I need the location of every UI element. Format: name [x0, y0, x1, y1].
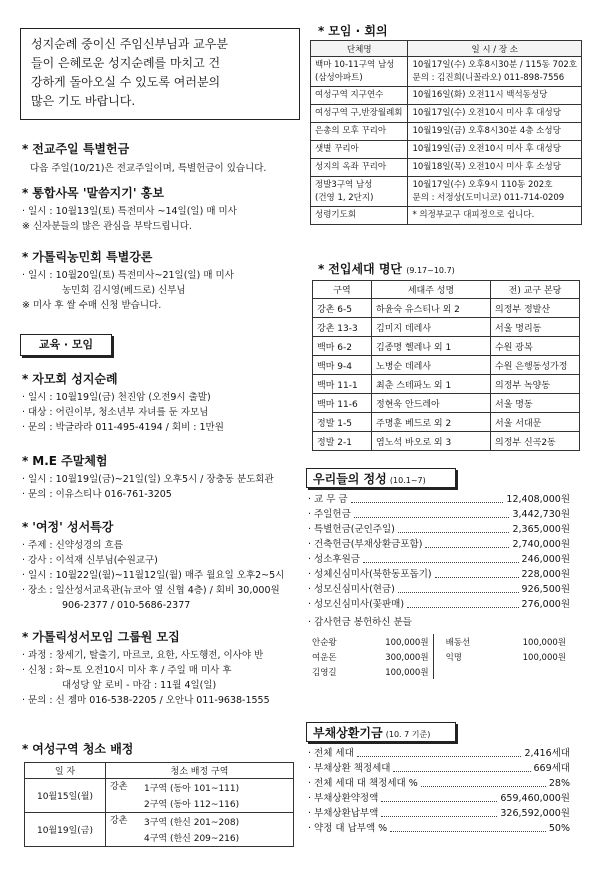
item-label: · 성체신심미사(북한동포돕기)	[308, 569, 432, 580]
dotted-leader	[435, 577, 519, 578]
section-subtitle: (10.1~7)	[389, 476, 426, 485]
item-value: 669세대	[533, 763, 570, 774]
table-cell: * 의정부교구 대피정으로 쉽니다.	[408, 207, 582, 225]
info-line: 대성당 앞 로비 - 마감 : 11월 4일(일)	[62, 680, 217, 691]
table-cell: 여성구역 지구연수	[311, 87, 408, 105]
info-line: · 문의 : 박글라라 011-495-4194 / 회비 : 1만원	[22, 422, 224, 433]
table-row	[313, 394, 580, 413]
item-value: 12,408,000원	[506, 494, 570, 505]
table-cell: 4구역 (한신 209~216)	[140, 830, 294, 847]
table-cell: 은총의 모후 꾸리아	[311, 123, 408, 141]
table-row	[313, 337, 580, 356]
table-header: 청소 배정 구역	[106, 763, 294, 779]
item-label: · 부채상환납부액	[308, 808, 379, 819]
table-row	[311, 57, 582, 87]
donor-amount: 100,000원	[522, 652, 566, 663]
bullet-icon: *	[22, 520, 29, 534]
table-cell: 김미지 데레사	[372, 318, 491, 337]
list-item	[308, 597, 570, 612]
section-title: 부채상환기금	[313, 726, 383, 740]
table-row	[313, 299, 580, 318]
section-subtitle: (9.17~10.7)	[406, 266, 455, 275]
dotted-leader	[393, 771, 530, 772]
table-row	[311, 123, 582, 141]
dotted-leader	[381, 816, 497, 817]
dotted-leader	[390, 831, 546, 832]
section-title: 자모회 성지순례	[32, 372, 118, 386]
bullet-icon: *	[22, 142, 29, 156]
list-item	[308, 761, 570, 776]
list-item	[308, 791, 570, 806]
bullet-icon: *	[22, 742, 29, 756]
list-item	[308, 507, 570, 522]
item-label: · 부채상환약정액	[308, 793, 379, 804]
offerings-list	[308, 492, 570, 612]
table-cell: 정발3구역 남성 (건영 1, 2단지)	[311, 177, 408, 207]
bible-group-section	[22, 628, 312, 708]
table-cell: 10월19일(금)	[25, 813, 106, 847]
info-line: · 일시 : 10월19일(금)~21일(일) 오후5시 / 장충동 분도회관	[22, 474, 274, 485]
dotted-leader	[398, 592, 519, 593]
list-item	[308, 806, 570, 821]
table-cell: 성지의 옥좌 꾸리아	[311, 159, 408, 177]
notice-line: 강하게 돌아오실 수 있도록 여러분의	[31, 75, 221, 89]
item-value: 228,000원	[521, 569, 570, 580]
table-cell: 서울 명리동	[491, 318, 580, 337]
item-value: 2,740,000원	[512, 539, 570, 550]
table-cell: 서울 명동	[491, 394, 580, 413]
table-row	[313, 356, 580, 375]
meetings-table	[310, 40, 582, 225]
table-row	[311, 207, 582, 225]
info-line: · 일시 : 10월19일(금) 천진암 (오전9시 출발)	[22, 392, 211, 403]
section-title: M.E 주말체험	[32, 454, 108, 468]
bullet-icon: *	[318, 24, 325, 38]
table-cell: 노병순 데레사	[372, 356, 491, 375]
table-cell: 수원 광복	[491, 337, 580, 356]
info-line: · 장소 : 일산성서교육관(뉴코아 옆 신협 4층) / 회비 30,000원	[22, 585, 280, 596]
debt-list	[308, 746, 570, 836]
table-header: 일 시 / 장 소	[408, 41, 582, 57]
donor-amount: 100,000원	[356, 634, 433, 649]
table-cell: 강촌 13-3	[313, 318, 372, 337]
table-cell: 10월16일(화) 오전11시 백석동성당	[408, 87, 582, 105]
info-line: · 일시 : 10월22일(월)~11월12일(월) 매주 월요일 오후2~5시	[22, 570, 285, 581]
item-label: · 전체 세대	[308, 748, 354, 759]
item-value: 276,000원	[521, 599, 570, 610]
table-cell: 백마 10-11구역 남성 (삼성아파트)	[311, 57, 408, 87]
table-cell: 정발 2-1	[313, 432, 372, 451]
item-label: · 성소후원금	[308, 554, 360, 565]
info-line: · 문의 : 신 젬마 016-538-2205 / 오안나 011-9638-1555	[22, 695, 270, 706]
dotted-leader	[354, 517, 510, 518]
donor-name: 김영길	[312, 667, 337, 678]
table-cell: 1구역 (동아 101~111)	[140, 779, 294, 796]
bullet-icon: *	[22, 250, 29, 264]
notice-line: 성지순례 중이신 주임신부님과 교우분	[31, 37, 228, 51]
info-line: 농민회 김시영(베드로) 신부님	[62, 285, 186, 296]
table-cell: 백마 6-2	[313, 337, 372, 356]
section-title: 전교주일 특별헌금	[32, 142, 130, 156]
table-row	[311, 141, 582, 159]
info-line: · 문의 : 이유스티나 016-761-3205	[22, 489, 172, 500]
info-line: · 강사 : 이석재 신부님(수원교구)	[22, 555, 158, 566]
info-line: 다음 주일(10/21)은 전교주일이며, 특별헌금이 있습니다.	[30, 163, 267, 174]
info-line: ※ 미사 후 쌀 수매 신청 받습니다.	[22, 300, 162, 311]
item-value: 50%	[548, 823, 570, 834]
section-title: 통합사목 '말씀지기' 홍보	[32, 186, 164, 200]
table-cell: 샛별 꾸리아	[311, 141, 408, 159]
bullet-icon: *	[22, 372, 29, 386]
bullet-icon: *	[318, 262, 325, 276]
list-item	[308, 776, 570, 791]
item-label: · 건축헌금(부채상환금포함)	[308, 539, 423, 550]
table-cell: 정현욱 안드레아	[372, 394, 491, 413]
notice-line: 많은 기도 바랍니다.	[31, 94, 136, 108]
item-value: 246,000원	[521, 554, 570, 565]
dotted-leader	[357, 756, 522, 757]
table-row	[313, 413, 580, 432]
table-cell: 2구역 (동아 112~116)	[140, 796, 294, 813]
list-item	[308, 582, 570, 597]
cleaning-table	[24, 762, 294, 847]
table-cell: 10월18일(목) 오전10시 미사 후 소성당	[408, 159, 582, 177]
notice-box	[20, 28, 300, 120]
table-header: 단체명	[311, 41, 408, 57]
donor-name: 배동선	[445, 637, 471, 648]
item-label: · 약정 대 납부액 %	[308, 823, 388, 834]
list-item	[308, 567, 570, 582]
table-header: 구역	[313, 281, 372, 299]
table-cell: 10월19일(금) 오전10시 미사 후 대성당	[408, 141, 582, 159]
table-header: 세대주 성명	[372, 281, 491, 299]
new-residents-section	[318, 260, 455, 277]
dotted-leader	[363, 562, 519, 563]
notice-line: 들이 은혜로운 성지순례를 마치고 건	[31, 56, 221, 70]
table-cell: 김종명 헬레나 외 1	[372, 337, 491, 356]
bible-lecture-section	[22, 518, 312, 613]
table-cell: 정발 1-5	[313, 413, 372, 432]
table-cell: 여성구역 구,반장월례회	[311, 105, 408, 123]
table-row	[311, 159, 582, 177]
table-row	[311, 105, 582, 123]
item-value: 326,592,000원	[500, 808, 570, 819]
me-weekend-section	[22, 452, 302, 502]
debt-header-box	[306, 722, 456, 742]
table-cell: 하윤숙 유스티나 외 2	[372, 299, 491, 318]
cleaning-section	[22, 740, 302, 757]
table-cell: 백마 9-4	[313, 356, 372, 375]
table-cell: 의정부 녹양동	[491, 375, 580, 394]
table-row	[313, 318, 580, 337]
table-cell: 3구역 (한신 201~208)	[140, 813, 294, 830]
table-row	[313, 375, 580, 394]
donor-name: 안순왕	[312, 637, 337, 648]
item-value: 926,500원	[521, 584, 570, 595]
dotted-leader	[351, 502, 504, 503]
item-value: 2,365,000원	[512, 524, 570, 535]
bullet-icon: *	[22, 186, 29, 200]
section-title: '여정' 성서특강	[32, 520, 114, 534]
section-title: 여성구역 청소 배정	[32, 742, 134, 756]
table-cell: 의정부 신곡2동	[491, 432, 580, 451]
section-title: 모임 · 회의	[328, 24, 388, 38]
section-title: 전입세대 명단	[328, 262, 403, 276]
section-subtitle: (10. 7 기준)	[385, 730, 431, 739]
table-cell: 10월17일(수) 오후8시30분 / 115동 702호 문의 : 김진희(니꼴라오) 011-898-7556	[408, 57, 582, 87]
section-title: 우리들의 정성	[313, 472, 387, 486]
table-cell: 서울 서대문	[491, 413, 580, 432]
list-item	[308, 552, 570, 567]
table-header: 일 자	[25, 763, 106, 779]
info-line: · 주제 : 신약성경의 흐름	[22, 540, 123, 551]
dotted-leader	[407, 607, 518, 608]
mission-sunday-section	[22, 140, 302, 176]
table-cell: 강촌	[106, 779, 141, 813]
bullet-icon: *	[22, 630, 29, 644]
mothers-pilgrimage-section	[22, 370, 302, 435]
list-item	[308, 821, 570, 836]
table-cell: 강촌	[106, 813, 141, 847]
list-item	[308, 746, 570, 761]
table-cell: 의정부 정발산	[491, 299, 580, 318]
donor-amount: 300,000원	[356, 649, 433, 664]
meetings-section	[318, 22, 388, 39]
list-item	[308, 522, 570, 537]
dotted-leader	[421, 786, 546, 787]
info-line: · 대상 : 어린이부, 청소년부 자녀를 둔 자모님	[22, 407, 209, 418]
info-line: ※ 신자분들의 많은 관심을 부탁드립니다.	[22, 221, 192, 232]
table-cell: 10월17일(수) 오후9시 110동 202호 문의 : 서정상(도미니코) 011-714-0209	[408, 177, 582, 207]
item-label: · 전체 세대 대 책정세대 %	[308, 778, 418, 789]
info-line: · 신청 : 화~토 오전10시 미사 후 / 주일 매 미사 후	[22, 665, 232, 676]
donor-amount: 100,000원	[356, 664, 433, 679]
item-value: 3,442,730원	[512, 509, 570, 520]
info-line: 906-2377 / 010-5686-2377	[62, 600, 191, 611]
dotted-leader	[398, 532, 510, 533]
bullet-icon: *	[22, 454, 29, 468]
table-row	[311, 177, 582, 207]
info-line: · 과정 : 창세기, 탈출기, 마르코, 요한, 사도행전, 이사야 반	[22, 650, 264, 661]
table-cell: 10월19일(금) 오후8시30분 4층 소성당	[408, 123, 582, 141]
table-cell: 주명훈 베드로 외 2	[372, 413, 491, 432]
table-row	[313, 432, 580, 451]
item-label: · 성모신심미사(현금)	[308, 584, 395, 595]
item-value: 2,416세대	[524, 748, 570, 759]
table-cell: 염노석 바오로 외 3	[372, 432, 491, 451]
offerings-header-box	[306, 468, 456, 488]
table-cell: 강촌 6-5	[313, 299, 372, 318]
table-row	[311, 87, 582, 105]
pastoral-section	[22, 184, 302, 234]
education-header-box: 교육 · 모임	[20, 334, 112, 356]
section-title: 가톨릭성서모임 그룹원 모집	[32, 630, 180, 644]
item-label: · 부채상환 책정세대	[308, 763, 391, 774]
item-value: 659,460,000원	[500, 793, 570, 804]
item-value: 28%	[548, 778, 570, 789]
farmers-section	[22, 248, 302, 313]
item-label: · 교 무 금	[308, 494, 348, 505]
donor-name: 익명	[445, 652, 462, 663]
info-line: · 일시 : 10월20일(토) 특전미사~21일(일) 매 미사	[22, 270, 234, 281]
table-cell: 성령기도회	[311, 207, 408, 225]
dotted-leader	[425, 547, 509, 548]
item-label: · 특별헌금(군인주일)	[308, 524, 395, 535]
info-line: · 일시 : 10월13일(토) 특전미사 ~14일(일) 매 미사	[22, 206, 237, 217]
table-cell: 10월15일(월)	[25, 779, 106, 813]
dotted-leader	[381, 801, 497, 802]
table-cell: 수원 은행동성가정	[491, 356, 580, 375]
list-item	[308, 537, 570, 552]
donor-name: 여운돈	[312, 652, 337, 663]
new-residents-table	[312, 280, 580, 451]
table-cell: 백마 11-1	[313, 375, 372, 394]
thanks-label: · 감사헌금 봉헌하신 분들	[308, 617, 412, 628]
donor-amount: 100,000원	[522, 637, 566, 648]
table-cell: 10월17일(수) 오전10시 미사 후 대성당	[408, 105, 582, 123]
item-label: · 성모신심미사(꽃판매)	[308, 599, 405, 610]
table-cell: 백마 11-6	[313, 394, 372, 413]
list-item	[308, 492, 570, 507]
table-cell: 최춘 스테파노 외 1	[372, 375, 491, 394]
donors-table	[308, 634, 570, 679]
item-label: · 주일헌금	[308, 509, 351, 520]
table-header: 전) 교구 본당	[491, 281, 580, 299]
section-title: 가톨릭농민회 특별강론	[32, 250, 153, 264]
